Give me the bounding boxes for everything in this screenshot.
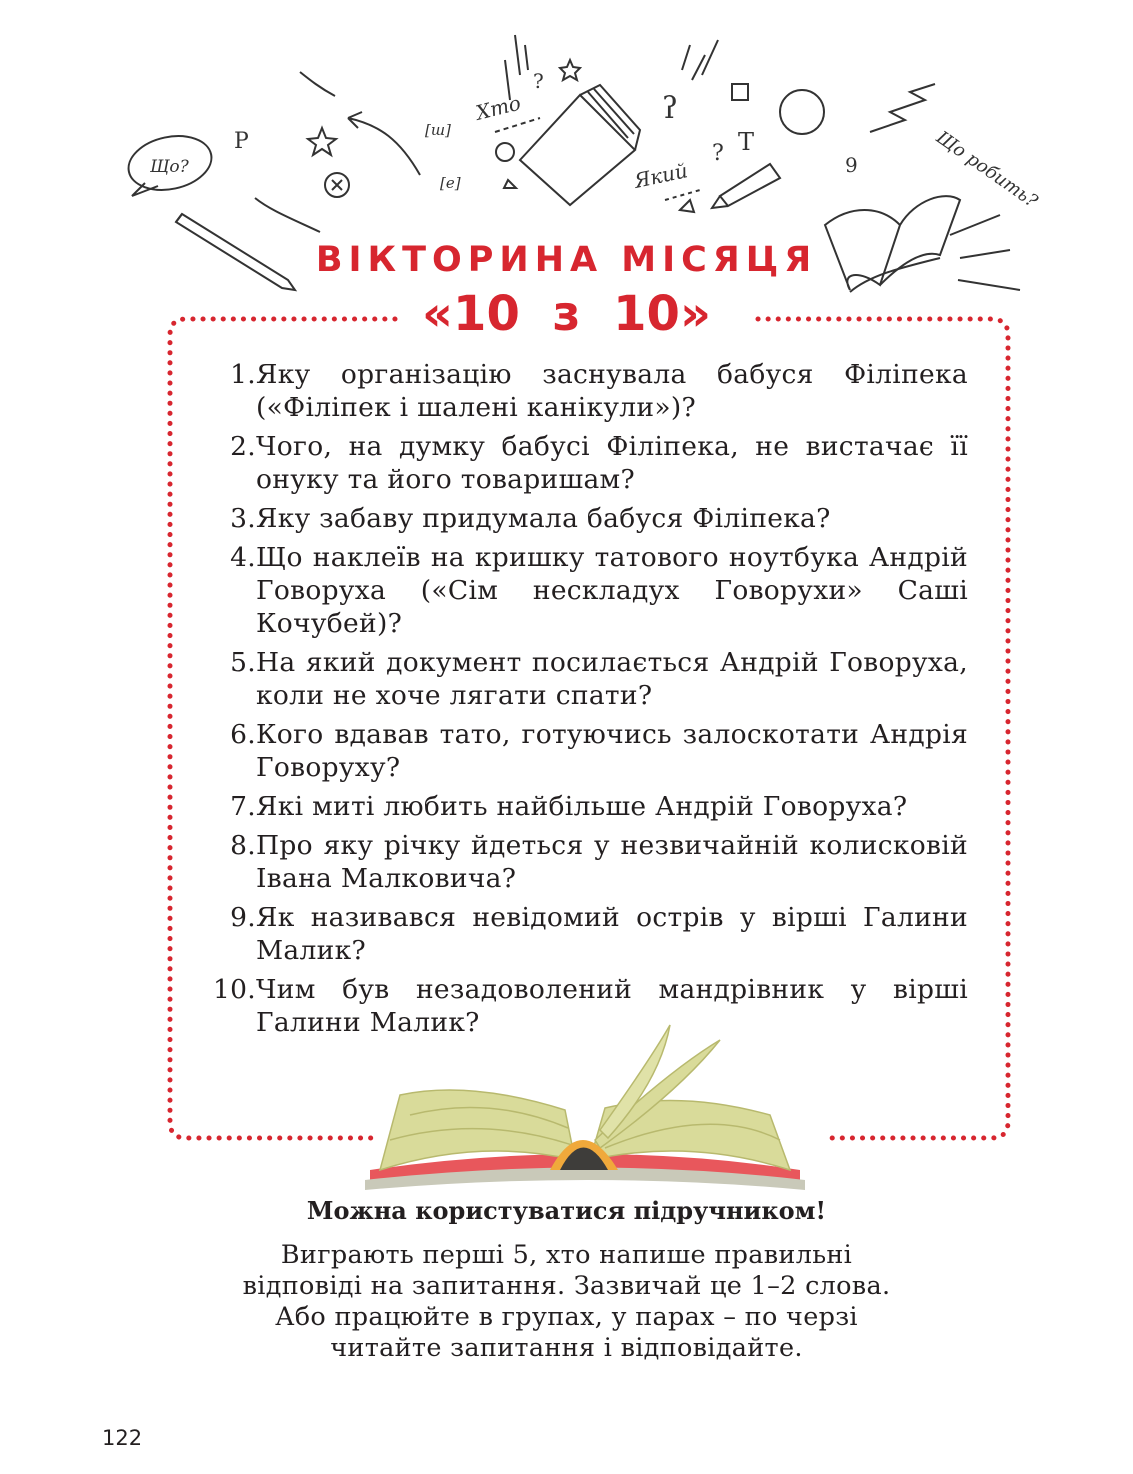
doodle-word-3: Який [632, 158, 690, 193]
notebook-icon [520, 85, 640, 205]
open-book-illustration [350, 1020, 820, 1200]
question-text: Які миті любить найбільше Андрій Говоруха? [256, 791, 908, 822]
question-number: 10. [212, 974, 256, 1005]
doodle-letter-p: P [234, 129, 249, 154]
doodle-digit: 9 [845, 153, 858, 177]
quiz-title: ВІКТОРИНА МІСЯЦЯ [315, 240, 818, 280]
svg-text:?: ? [712, 141, 724, 166]
question-number: 2. [230, 431, 256, 462]
list-item [200, 829, 968, 895]
instruction-line: Виграють перші 5, хто напише правильні [280, 1240, 853, 1270]
triangle-icon [504, 180, 516, 188]
star-small-icon [560, 60, 580, 80]
svg-text:ʔ: ʔ [662, 91, 679, 126]
question-number: 3. [230, 503, 256, 534]
close-circle-icon [325, 173, 349, 197]
list-item [200, 718, 968, 784]
doodle-word-e: [е] [440, 174, 461, 192]
star-icon [308, 128, 336, 155]
question-mark-icon: ? [533, 69, 544, 93]
list-item [200, 901, 968, 967]
square-icon [732, 84, 748, 100]
large-circle-icon [780, 90, 824, 134]
circle-icon [496, 143, 514, 161]
question-text: Кого вдавав тато, готуючись залоскотати Андрія Говоруху? [256, 719, 968, 783]
question-text: На який документ посилається Андрій Говоруха, коли не хоче лягати спати? [256, 647, 968, 711]
question-text: Яку забаву придумала бабуся Філіпека? [256, 503, 831, 534]
list-item [200, 430, 968, 496]
list-item [200, 502, 968, 535]
list-item [200, 790, 968, 823]
textbook-note: Можна користуватися підручником! [306, 1196, 827, 1225]
list-item [200, 646, 968, 712]
doodle-word-4: Що робить? [932, 126, 1042, 213]
list-item [200, 541, 968, 640]
question-text: Як називався невідомий острів у вірші Галини Малик? [256, 902, 968, 966]
question-text: Що наклеїв на кришку татового ноутбука Андрій Говоруха («Сім нескладух Говорухи» Саші Кочубей)? [256, 542, 968, 639]
small-pencil-icon [712, 164, 780, 208]
list-item [200, 358, 968, 424]
question-text: Чого, на думку бабусі Філіпека, не вистачає її онуку та його товаришам? [256, 431, 968, 495]
doodle-word-sh: [ш] [425, 121, 451, 139]
quiz-subtitle: «10 з 10» [422, 286, 711, 342]
question-number: 4. [230, 542, 256, 573]
question-text: Про яку річку йдеться у незвичайній колисковій Івана Малковича? [256, 830, 968, 894]
speech-bubble-icon [124, 129, 217, 197]
instruction-line: читайте запитання і відповідайте. [330, 1333, 803, 1363]
doodle-word-2: Хто [473, 90, 524, 125]
question-number: 9. [230, 902, 256, 933]
doodle-letter-t: T [738, 128, 755, 156]
question-text: Чим був незадоволений мандрівник у вірші Галини Малик? [256, 974, 968, 1038]
question-number: 1. [230, 359, 256, 390]
question-text: Яку організацію заснувала бабуся Філіпека («Філіпек і шалені канікули»)? [256, 359, 968, 423]
doodle-word-1: Що? [150, 157, 189, 177]
instruction-line: відповіді на запитання. Зазвичай це 1–2 слова. [242, 1271, 891, 1301]
page-number: 122 [102, 1426, 143, 1450]
question-number: 5. [230, 647, 256, 678]
question-list [200, 358, 968, 1045]
question-number: 6. [230, 719, 256, 750]
instruction-line: Або працюйте в групах, у парах – по черзі [275, 1302, 858, 1332]
instructions [0, 1240, 1133, 1364]
question-number: 7. [230, 791, 256, 822]
question-number: 8. [230, 830, 256, 861]
